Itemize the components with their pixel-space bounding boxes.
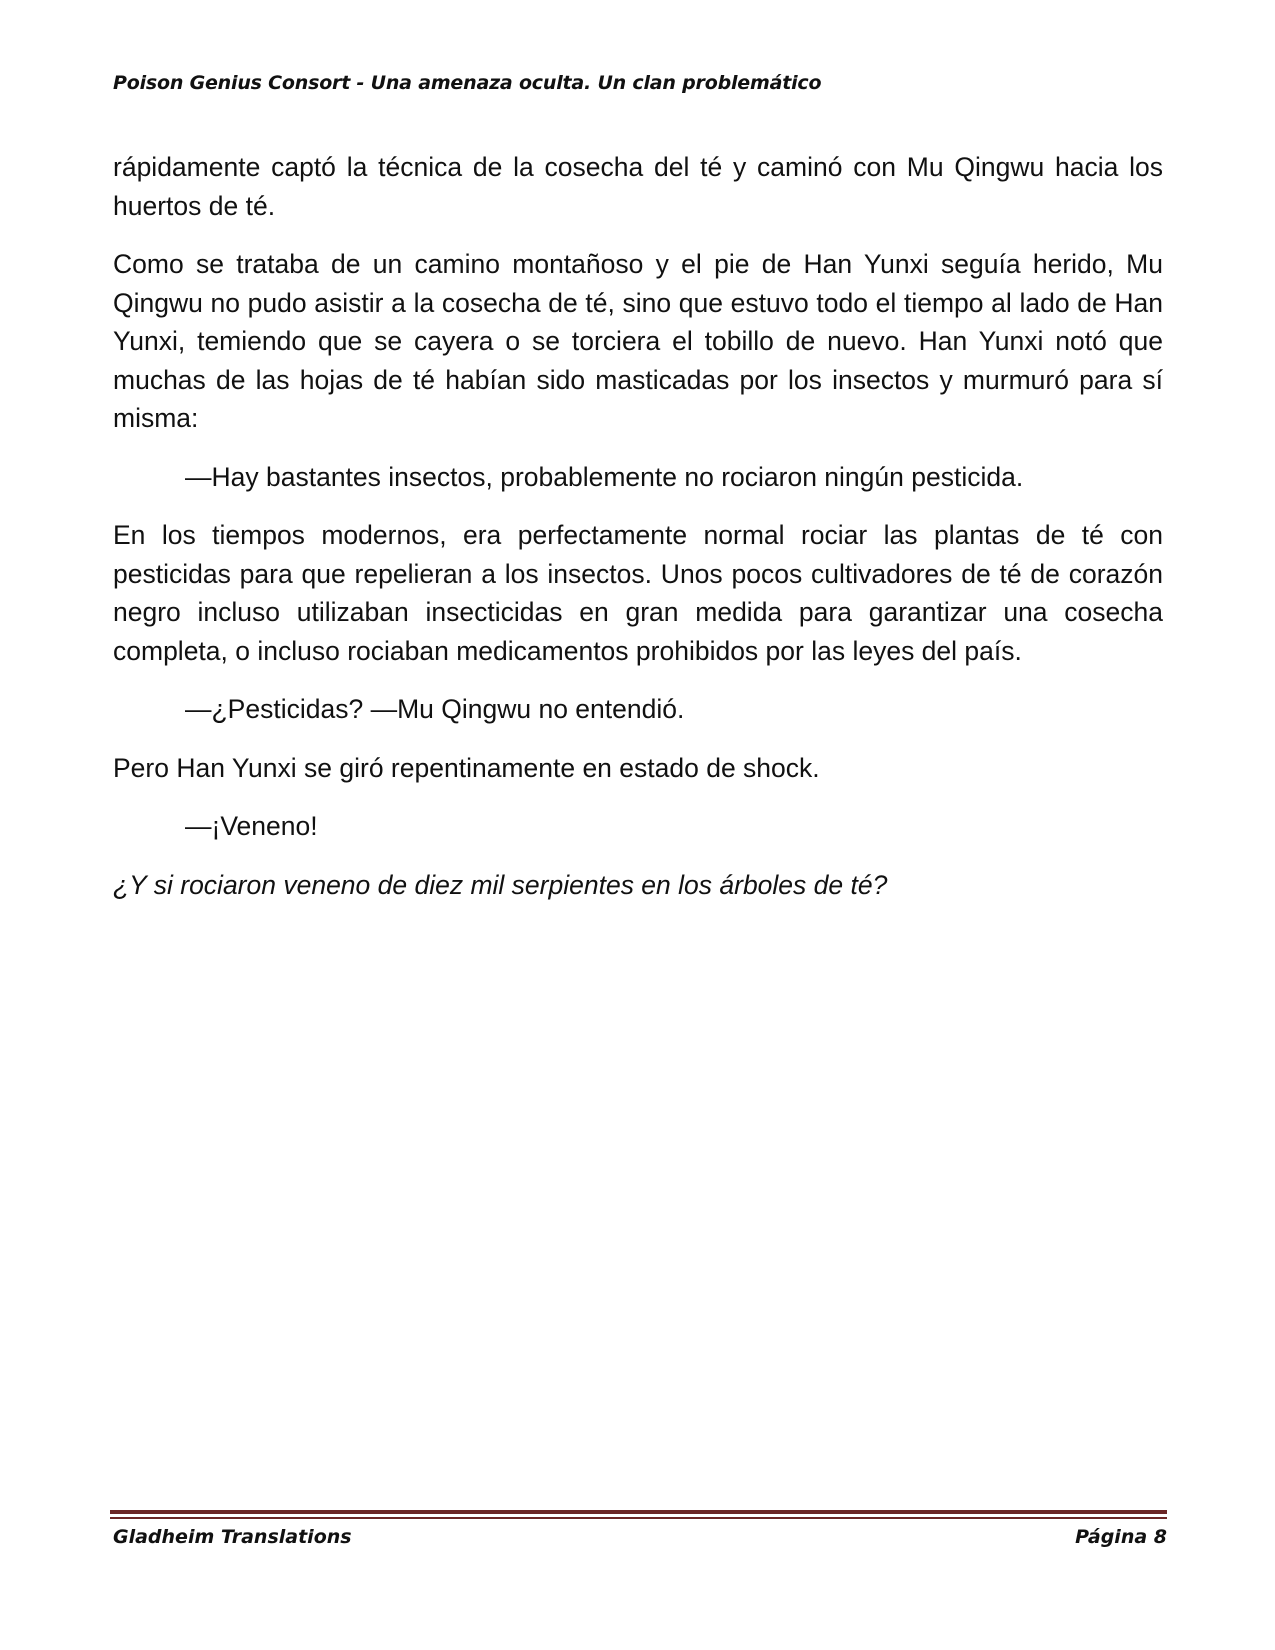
footer-page-number: Página 8 [1075,1526,1167,1548]
paragraph-2: Como se trataba de un camino montañoso y el pie de Han Yunxi seguía herido, Mu Qingwu no pudo asistir a la cosecha de té, sino que estuvo todo el tiempo al lado de Han Yunxi, temiendo que se cayera o se torciera el tobillo de nuevo. Han Yunxi notó que muchas de las hojas de té habían sido masticadas por los insectos y murmuró para sí misma: [113,249,1163,433]
dialogue-line-3: —¡Veneno! [185,811,318,841]
thought-line: ¿Y si rociaron veneno de diez mil serpientes en los árboles de té? [113,869,888,900]
paragraph-1: rápidamente captó la técnica de la cosecha del té y caminó con Mu Qingwu hacia los huertos de té. [113,152,1163,221]
running-header: Poison Genius Consort - Una amenaza oculta. Un clan problemático [113,72,822,94]
paragraph-4: Pero Han Yunxi se giró repentinamente en estado de shock. [113,752,820,783]
paragraph-3: En los tiempos modernos, era perfectamente normal rociar las plantas de té con pesticidas para que repelieran a los insectos. Unos pocos cultivadores de té de corazón negro incluso utilizaban insecticidas en gran medida para garantizar una cosecha completa, o incluso rociaban medicamentos prohibidos por las leyes del país. [113,520,1163,666]
footer-rule-thick [110,1510,1167,1514]
footer-publisher: Gladheim Translations [113,1526,352,1548]
footer-rule-thin [110,1517,1167,1519]
dialogue-line-2: —¿Pesticidas? —Mu Qingwu no entendió. [185,694,685,724]
page-body [113,148,1163,924]
dialogue-line-1: —Hay bastantes insectos, probablemente no rociaron ningún pesticida. [185,461,1024,492]
